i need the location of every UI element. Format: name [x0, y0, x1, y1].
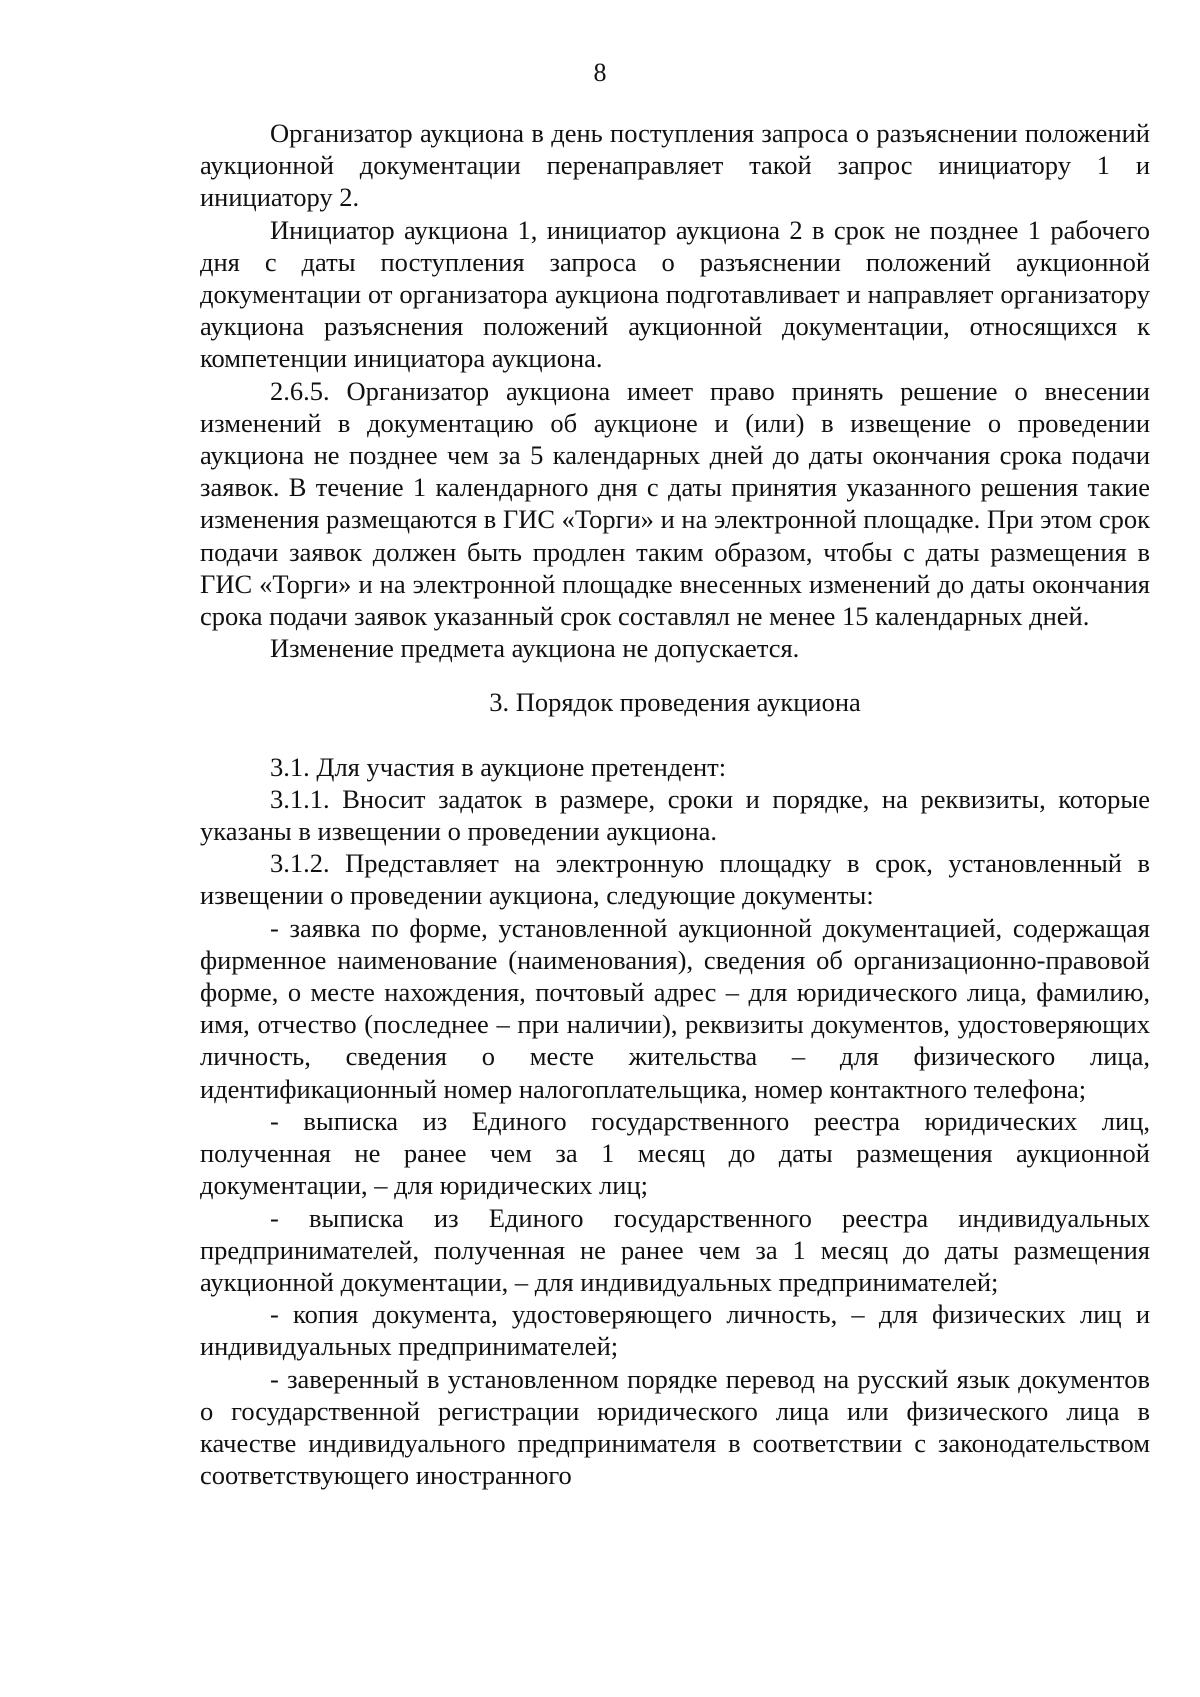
section-heading: 3. Порядок проведения аукциона: [489, 687, 861, 718]
list-item: - выписка из Единого государственного реестра индивидуальных предпринимателей, полученная не ранее чем за 1 месяц до даты размещения аукционной документации, – для индивидуальных предпринимателей;: [200, 1202, 1150, 1297]
paragraph: Организатор аукциона в день поступления запроса о разъяснении положений аукционной документации перенаправляет такой запрос инициатору 1 и инициатору 2.: [200, 118, 1150, 213]
paragraph: Инициатор аукциона 1, инициатор аукциона 2 в срок не позднее 1 рабочего дня с даты поступления запроса о разъяснении положений аукционной документации от организатора аукциона подготавливает и направляет организатору аукциона разъяснения положений аукционной документации, относящихся к компетенции инициатора аукциона.: [200, 214, 1150, 374]
list-item: - выписка из Единого государственного реестра юридических лиц, полученная не ранее чем за 1 месяц до даты размещения аукционной документации, – для юридических лиц;: [200, 1105, 1150, 1201]
list-item: - заверенный в установленном порядке перевод на русский язык документов о государственной регистрации юридического лица или физического лица в качестве индивидуального предпринимателя в соответствии с законодательством соответствующего иностранного: [200, 1363, 1150, 1491]
paragraph: 2.6.5. Организатор аукциона имеет право принять решение о внесении изменений в документацию об аукционе и (или) в извещение о проведении аукциона не позднее чем за 5 календарных дней до даты окончания срока подачи заявок. В течение 1 календарного дня с даты принятия указанного решения такие изменения размещаются в ГИС «Торги» и на электронной площадке. При этом срок подачи заявок должен быть продлен таким образом, чтобы с даты размещения в ГИС «Торги» и на электронной площадке внесенных изменений до даты окончания срока подачи заявок указанный срок составлял не менее 15 календарных дней.: [200, 375, 1150, 632]
paragraph: 3.1.1. Вносит задаток в размере, сроки и порядке, на реквизиты, которые указаны в извещении о проведении аукциона.: [200, 783, 1150, 847]
paragraph: Изменение предмета аукциона не допускается.: [270, 633, 800, 664]
paragraph: 3.1. Для участия в аукционе претендент:: [270, 751, 727, 782]
list-item: - копия документа, удостоверяющего личность, – для физических лиц и индивидуальных предпринимателей;: [200, 1299, 1150, 1362]
page-number: 8: [593, 58, 607, 87]
document-body: [200, 117, 1150, 1491]
list-item: - заявка по форме, установленной аукционной документацией, содержащая фирменное наименование (наименования), сведения об организационно-правовой форме, о месте нахождения, почтовый адрес – для юридического лица, фамилию, имя, отчество (последнее – при наличии), реквизиты документов, удостоверяющих личность, сведения о месте жительства – для физического лица, идентификационный номер налогоплательщика, номер контактного телефона;: [200, 912, 1150, 1104]
paragraph: 3.1.2. Представляет на электронную площадку в срок, установленный в извещении о проведении аукциона, следующие документы:: [200, 848, 1150, 911]
